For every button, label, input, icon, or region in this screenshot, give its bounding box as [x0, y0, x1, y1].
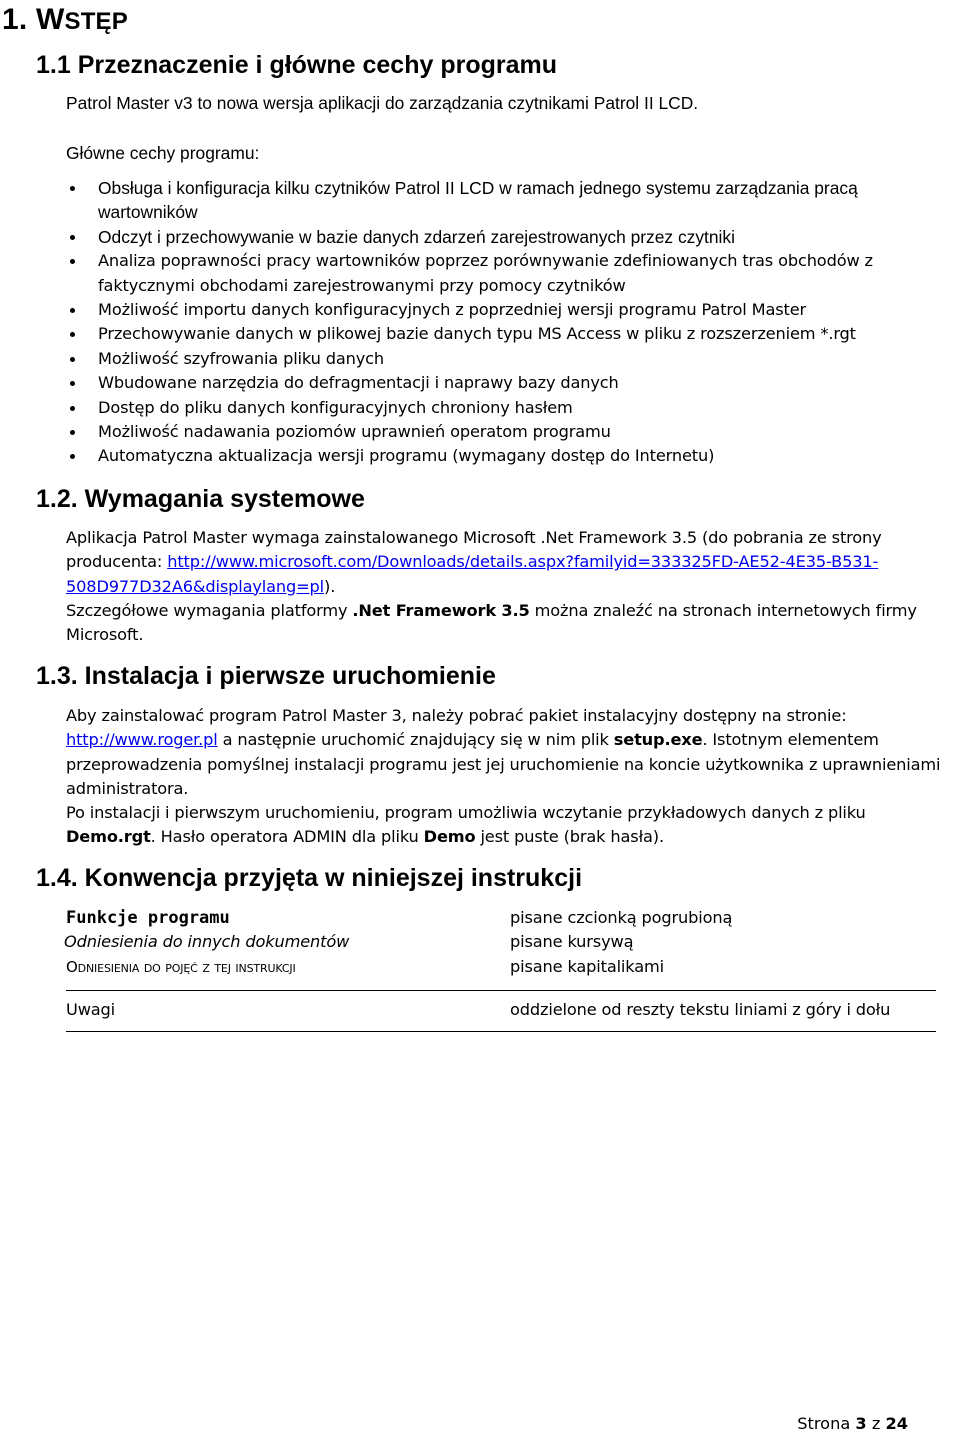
- convention-example-italic: Odniesienia do innych dokumentów: [64, 932, 350, 951]
- bullet-icon: [70, 308, 75, 313]
- list-item: Obsługa i konfiguracja kilku czytników Patrol II LCD w ramach jednego systemu zarządzania pracą wartowników: [66, 176, 956, 225]
- features-list: [66, 176, 956, 469]
- convention-description: pisane kapitalikami: [510, 957, 664, 976]
- list-item: Analiza poprawności pracy wartowników poprzez porównywanie zdefiniowanych tras obchodów z faktycznymi obchodami zarejestrowanymi przy pomocy czytników: [66, 249, 956, 298]
- bullet-icon: [70, 357, 75, 362]
- convention-description: oddzielone od reszty tekstu liniami z góry i dołu: [510, 1000, 891, 1019]
- total-pages-number: 24: [885, 1414, 908, 1433]
- convention-example-bold: Funkcje programu: [66, 908, 230, 928]
- notes-top-rule: [66, 990, 936, 991]
- bullet-icon: [70, 406, 75, 411]
- section-1-1-heading: 1.1 Przeznaczenie i główne cechy programu: [36, 51, 558, 79]
- bullet-icon: [70, 235, 75, 240]
- framework-download-link[interactable]: http://www.microsoft.com/Downloads/details.aspx?familyid=333325FD-AE52-4E35-B531-508D977D32A6&displaylang=pl: [66, 552, 879, 596]
- list-item: Możliwość importu danych konfiguracyjnych z poprzedniej wersji programu Patrol Master: [66, 298, 956, 322]
- convention-example-smallcaps: Odniesienia do pojęć z tej instrukcji: [66, 958, 296, 976]
- bullet-icon: [70, 186, 75, 191]
- list-item: Odczyt i przechowywanie w bazie danych zdarzeń zarejestrowanych przez czytniki: [66, 225, 956, 249]
- convention-description: pisane czcionką pogrubioną: [510, 908, 733, 927]
- bullet-icon: [70, 332, 75, 337]
- page-footer: Strona 3 z 24: [797, 1414, 908, 1433]
- intro-paragraph: Patrol Master v3 to nowa wersja aplikacji do zarządzania czytnikami Patrol II LCD.: [66, 93, 699, 113]
- requirements-paragraph: Aplikacja Patrol Master wymaga zainstalowanego Microsoft .Net Framework 3.5 (do pobrania ze strony producenta: http://www.microsoft.com/Downloads/details.aspx?familyid=333325FD-AE52-4E35-B531-508D977D32A6&displaylang=pl).: [66, 528, 882, 596]
- bullet-icon: [70, 430, 75, 435]
- section-1-3-heading: 1.3. Instalacja i pierwsze uruchomienie: [36, 662, 496, 690]
- chapter-heading: 1. WSTĘP: [2, 3, 128, 36]
- features-label: Główne cechy programu:: [66, 143, 260, 163]
- list-item: Dostęp do pliku danych konfiguracyjnych chroniony hasłem: [66, 396, 956, 420]
- bullet-icon: [70, 454, 75, 459]
- bullet-icon: [70, 259, 75, 264]
- roger-website-link[interactable]: http://www.roger.pl: [66, 730, 218, 750]
- section-1-2-heading: 1.2. Wymagania systemowe: [36, 485, 365, 513]
- demo-data-paragraph: Po instalacji i pierwszym uruchomieniu, program umożliwia wczytanie przykładowych danych z pliku Demo.rgt. Hasło operatora ADMIN dla pliku Demo jest puste (brak hasła).: [66, 803, 866, 847]
- convention-description: pisane kursywą: [510, 932, 634, 951]
- list-item: Automatyczna aktualizacja wersji programu (wymagany dostęp do Internetu): [66, 444, 956, 468]
- current-page-number: 3: [855, 1414, 867, 1433]
- platform-requirements-paragraph: Szczegółowe wymagania platformy .Net Framework 3.5 można znaleźć na stronach internetowych firmy Microsoft.: [66, 601, 917, 645]
- chapter-title: WSTĘP: [35, 3, 128, 36]
- list-item: Przechowywanie danych w plikowej bazie danych typu MS Access w pliku z rozszerzeniem *.rgt: [66, 322, 956, 346]
- bullet-icon: [70, 381, 75, 386]
- list-item: Możliwość szyfrowania pliku danych: [66, 347, 956, 371]
- section-1-4-heading: 1.4. Konwencja przyjęta w niniejszej instrukcji: [36, 864, 583, 892]
- list-item: Wbudowane narzędzia do defragmentacji i naprawy bazy danych: [66, 371, 956, 395]
- notes-bottom-rule: [66, 1031, 936, 1032]
- installation-paragraph: Aby zainstalować program Patrol Master 3, należy pobrać pakiet instalacyjny dostępny na stronie: http://www.roger.pl a następnie uruchomić znajdujący się w nim plik setup.exe. Istotnym elementem przeprowadzenia pomyślnej instalacji programu jest jej uruchomienie na koncie użytkownika z uprawnieniami administratora.: [66, 706, 941, 798]
- convention-example-notes: Uwagi: [66, 1000, 116, 1019]
- list-item: Możliwość nadawania poziomów uprawnień operatom programu: [66, 420, 956, 444]
